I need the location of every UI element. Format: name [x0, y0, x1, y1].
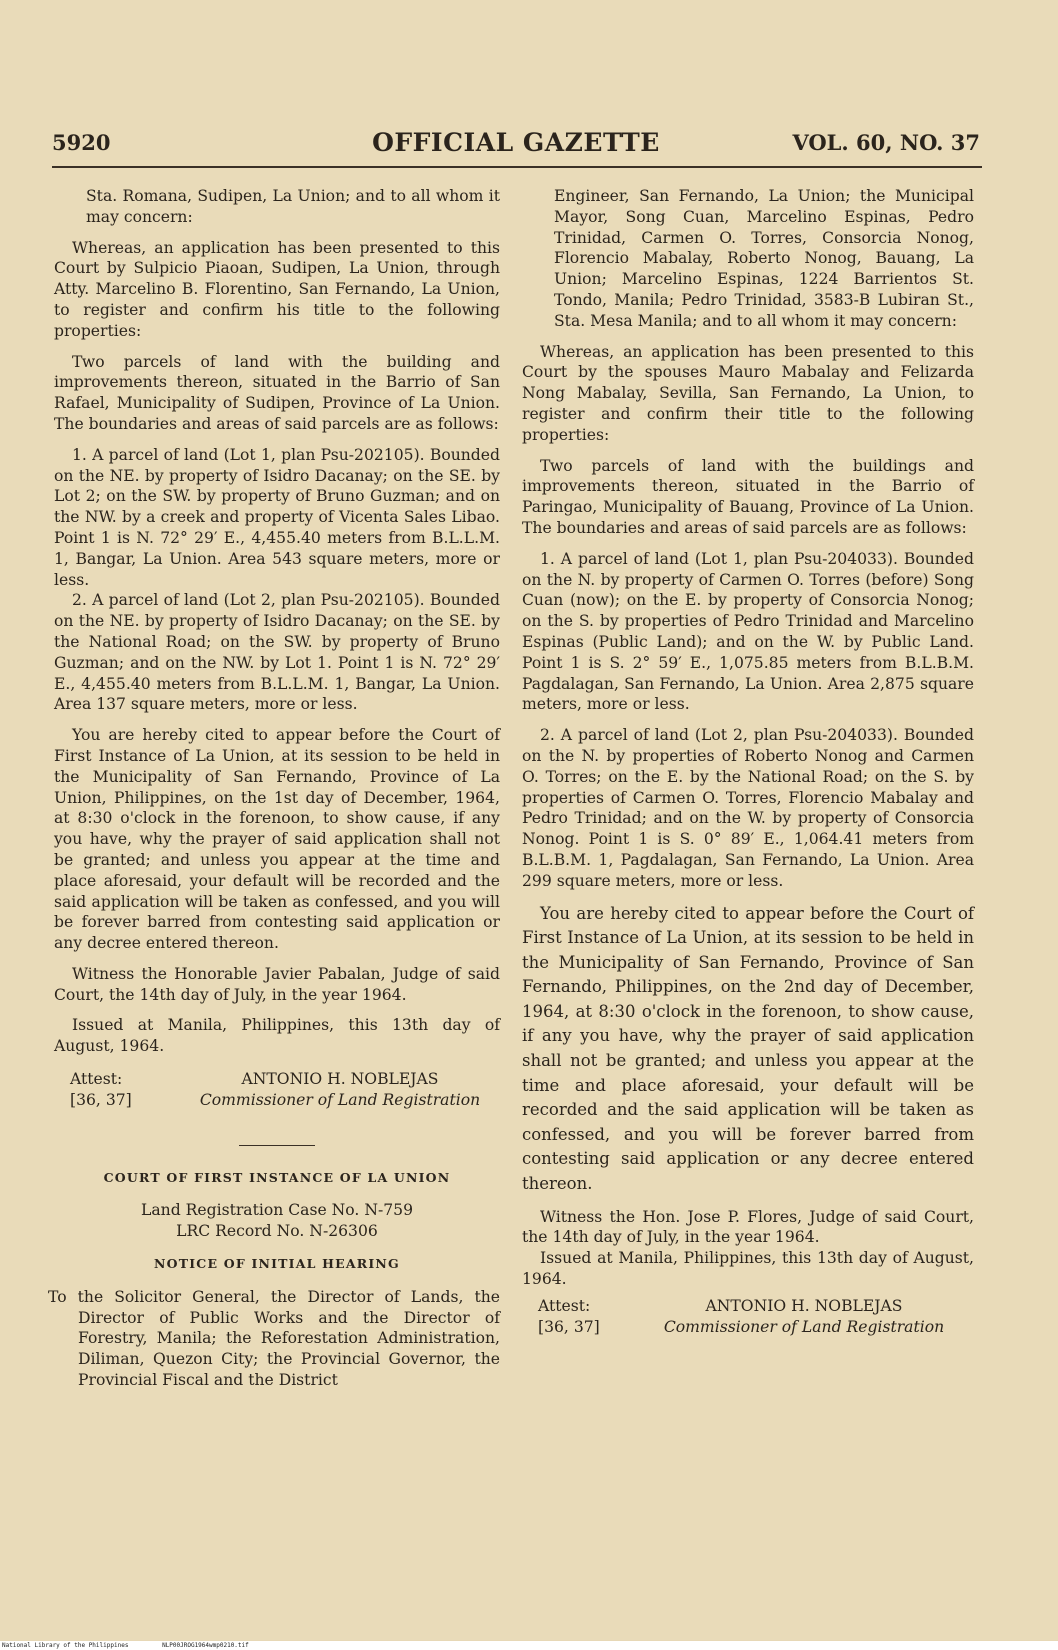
- whereas-paragraph: Whereas, an application has been presented to this Court by Sulpicio Piaoan, Sudipen, La Union, through Atty. Marcelino B. Florentino, San Fernando, La Union, to register and confirm his title to the following properties:: [54, 238, 500, 340]
- signatory-name-right: ANTONIO H. NOBLEJAS: [705, 1296, 903, 1315]
- volume-number: VOL. 60, NO. 37: [792, 130, 980, 155]
- parcels-intro-right: Two parcels of land with the buildings and improvements thereon, situated in the Barrio of Paringao, Municipality of Bauang, Province of La Union. The boundaries and areas of said parcels are as follows:: [522, 456, 974, 537]
- file-name: NLP00JROG1964wmp0210.tif: [162, 1642, 249, 1649]
- section-divider: [239, 1145, 315, 1146]
- case-number: Land Registration Case No. N-759: [141, 1201, 413, 1220]
- signatory-title: Commissioner of Land Registration: [199, 1090, 481, 1109]
- addressee-continuation: Sta. Romana, Sudipen, La Union; and to all whom it may concern:: [86, 187, 500, 226]
- header-rule: [52, 166, 982, 168]
- publication-title: OFFICIAL GAZETTE: [372, 128, 660, 157]
- issued-paragraph-right: Issued at Manila, Philippines, this 13th day of August, 1964.: [522, 1249, 974, 1289]
- lrc-record-number: LRC Record No. N-26306: [176, 1222, 378, 1241]
- issue-reference-right: [36, 37]: [538, 1317, 600, 1336]
- parcel-1-description-right: 1. A parcel of land (Lot 1, plan Psu-204033). Bounded on the N. by property of Carmen O. Torres (before) Song Cuan (now); on the E. by property of Consorcia Nonog; on the S. by properties of Pedro Trinidad and Marcelino Espinas (Public Land); and on the W. by Public Land. Point 1 is S. 2° 59′ E., 1,075.85 meters from B.L.B.M. Pagdalagan, San Fernando, La Union. Area 2,875 square meters, more or less.: [522, 549, 974, 714]
- witness-paragraph: Witness the Honorable Javier Pabalan, Judge of said Court, the 14th day of July, in the year 1964.: [54, 964, 500, 1004]
- page-header: [52, 128, 980, 162]
- scan-footer: [0, 1641, 1058, 1650]
- left-column: [48, 186, 500, 1401]
- court-heading: COURT OF FIRST INSTANCE OF LA UNION: [103, 1169, 451, 1185]
- issued-paragraph: Issued at Manila, Philippines, this 13th day of August, 1964.: [54, 1016, 500, 1056]
- issue-reference: [36, 37]: [70, 1090, 132, 1109]
- signatory-name: ANTONIO H. NOBLEJAS: [241, 1070, 439, 1089]
- citation-paragraph-right: You are hereby cited to appear before the Court of First Instance of La Union, at its session to be held in the Municipality of San Fernando, Province of San Fernando, Philippines, on the 2nd day of December, 1964, at 8:30 o'clock in the forenoon, to show cause, if any you have, why the prayer of said application shall not be granted; and unless you appear at the time and place aforesaid, your default will be recorded and the said application will be taken as confessed, and you will be forever barred from contesting said application or any decree entered thereon.: [522, 903, 974, 1194]
- whereas-paragraph-right: Whereas, an application has been presented to this Court by the spouses Mauro Mabalay and Felizarda Nong Mabalay, Sevilla, San Fernando, La Union, to register and confirm their title to the following properties:: [522, 342, 974, 444]
- attest-label: Attest:: [70, 1070, 123, 1089]
- parcel-1-description: 1. A parcel of land (Lot 1, plan Psu-202105). Bounded on the NE. by property of Isidro Dacanay; on the SE. by Lot 2; on the SW. by property of Bruno Guzman; and on the NW. by a creek and property of Vicenta Sales Libao. Point 1 is N. 72° 29′ E., 4,455.40 meters from B.L.L.M. 1, Bangar, La Union. Area 543 square meters, more or less.: [54, 445, 500, 589]
- attest-block-right: [538, 1296, 974, 1338]
- parcel-2-description-right: 2. A parcel of land (Lot 2, plan Psu-204033). Bounded on the N. by properties of Roberto Nonog and Carmen O. Torres; on the E. by the National Road; on the S. by properties of Carmen O. Torres, Florencio Mabalay and Pedro Trinidad; and on the W. by property of Consorcia Nonog. Point 1 is S. 0° 89′ E., 1,064.41 meters from B.L.B.M. 1, Pagdalagan, San Fernando, La Union. Area 299 square meters, more or less.: [522, 726, 974, 890]
- notice-heading: NOTICE OF INITIAL HEARING: [154, 1256, 400, 1272]
- attest-label-right: Attest:: [538, 1296, 591, 1315]
- page-number: 5920: [52, 130, 111, 155]
- library-credit: National Library of the Philippines: [2, 1642, 129, 1649]
- right-column: [522, 186, 974, 1337]
- parcel-2-description: 2. A parcel of land (Lot 2, plan Psu-202105). Bounded on the NE. by property of Isidro Dacanay; on the SE. by the National Road; on the SW. by property of Bruno Guzman; and on the NW. by Lot 1. Point 1 is N. 72° 29′ E., 4,455.40 meters from B.L.L.M. 1, Bangar, La Union. Area 137 square meters, more or less.: [54, 591, 500, 714]
- addressee-continuation-right: Engineer, San Fernando, La Union; the Municipal Mayor, Song Cuan, Marcelino Espinas, Pedro Trinidad, Carmen O. Torres, Consorcia Nonog, Florencio Mabalay, Roberto Nonog, Bauang, La Union; Marcelino Espinas, 1224 Barrientos St. Tondo, Manila; Pedro Trinidad, 3583-B Lubiran St., Sta. Mesa Manila; and to all whom it may concern:: [554, 187, 974, 330]
- signatory-title-right: Commissioner of Land Registration: [663, 1317, 945, 1336]
- citation-paragraph: You are hereby cited to appear before the Court of First Instance of La Union, at its session to be held in the Municipality of San Fernando, Province of La Union, Philippines, on the 1st day of December, 1964, at 8:30 o'clock in the forenoon, to show cause, if any you have, why the prayer of said application shall not be granted; and unless you appear at the time and place aforesaid, your default will be recorded and the said application will be taken as confessed, and you will be forever barred from contesting said application or any decree entered thereon.: [54, 726, 500, 953]
- addressee-paragraph: To the Solicitor General, the Director of Lands, the Director of Public Works and the Director of Forestry, Manila; the Reforestation Administration, Diliman, Quezon City; the Provincial Governor, the Provincial Fiscal and the District: [48, 1287, 500, 1390]
- attest-block: [70, 1069, 500, 1111]
- parcels-intro: Two parcels of land with the building and improvements thereon, situated in the Barrio of San Rafael, Municipality of Sudipen, Province of La Union. The boundaries and areas of said parcels are as follows:: [54, 352, 500, 433]
- witness-paragraph-right: Witness the Hon. Jose P. Flores, Judge of said Court, the 14th day of July, in the year 1964.: [522, 1207, 974, 1247]
